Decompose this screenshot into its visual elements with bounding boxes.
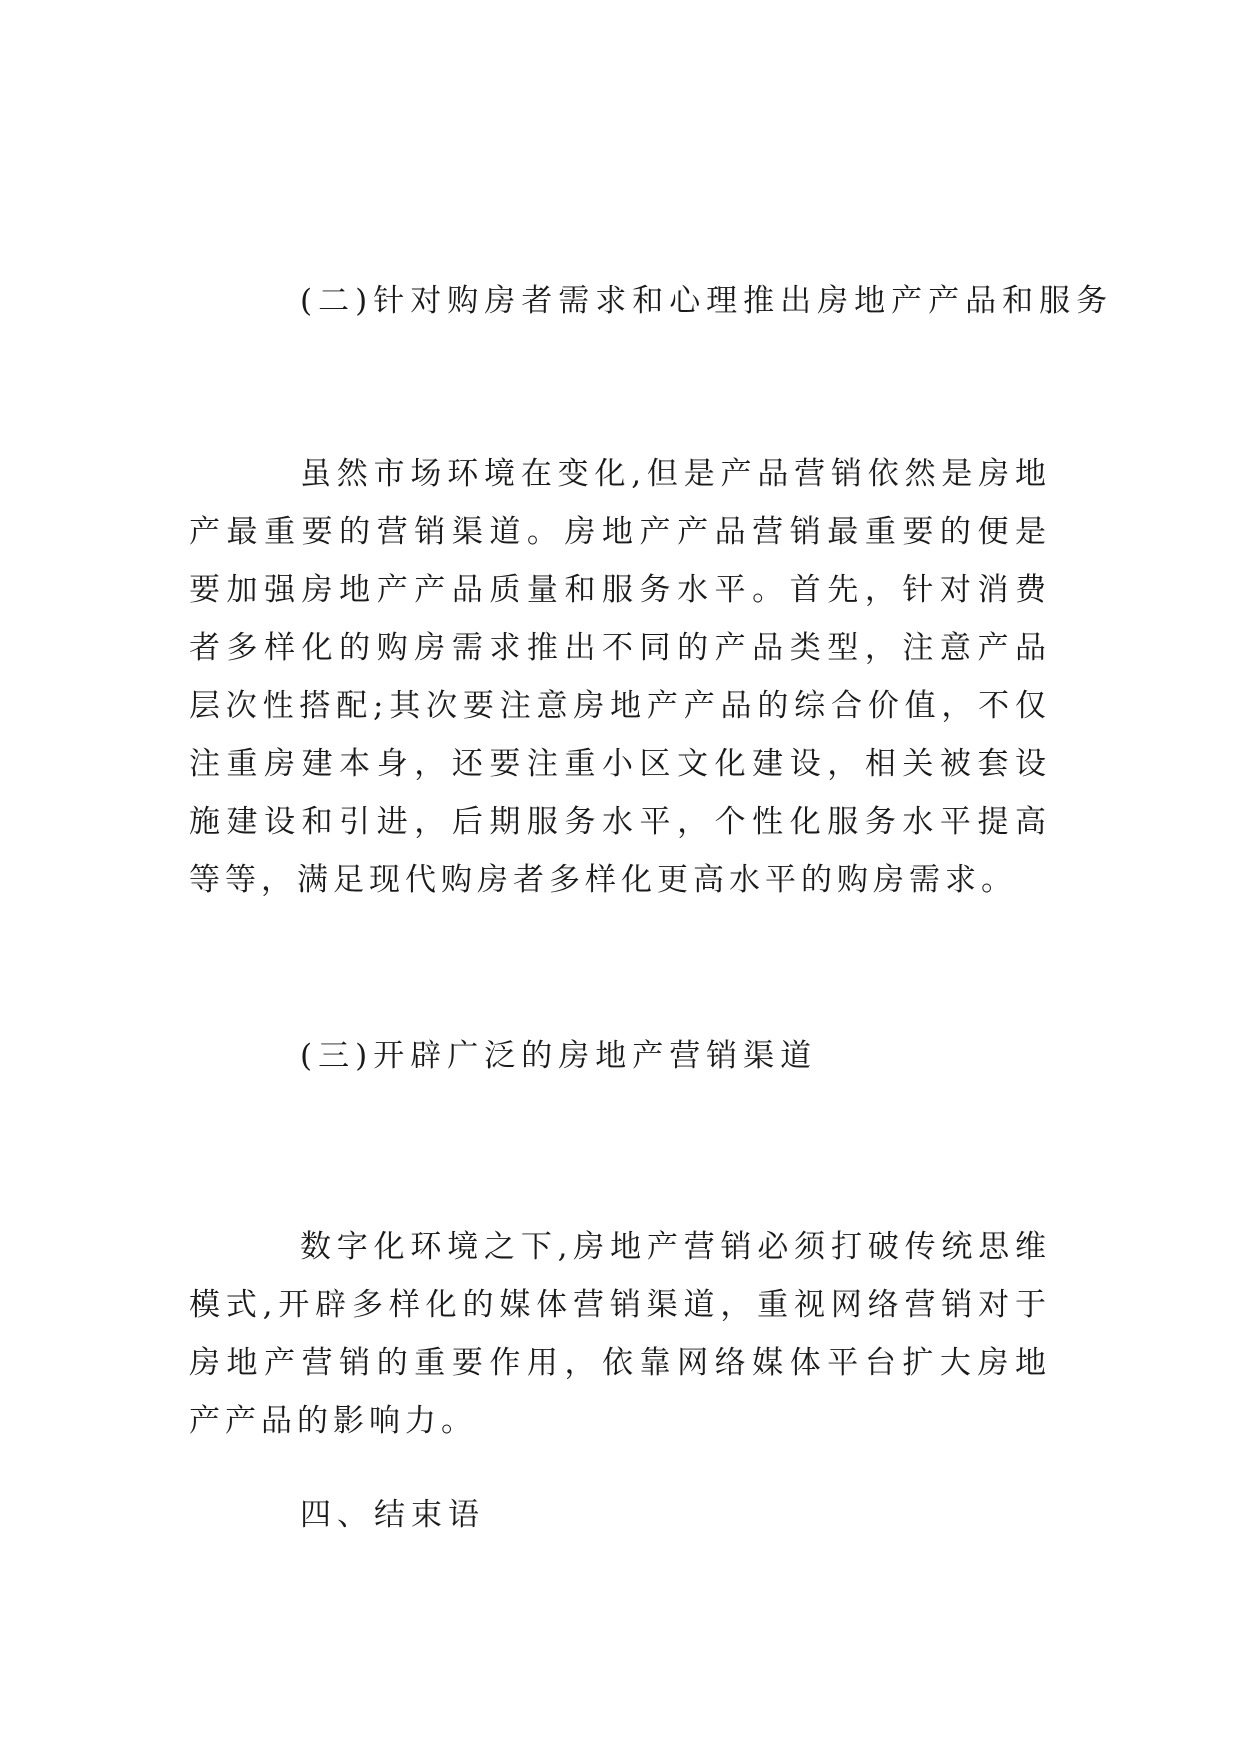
section-heading-3: (三)开辟广泛的房地产营销渠道: [300, 1038, 818, 1074]
section-heading-conclusion: 四、结束语: [300, 1497, 485, 1533]
body-paragraph-channels: 数字化环境之下,房地产营销必须打破传统思维模式,开辟多样化的媒体营销渠道，重视网络营销对于房地产营销的重要作用，依靠网络媒体平台扩大房地产产品的影响力。: [189, 1229, 1051, 1439]
section-heading-2: (二)针对购房者需求和心理推出房地产产品和服务: [300, 283, 1114, 319]
body-paragraph-product-marketing: 虽然市场环境在变化,但是产品营销依然是房地产最重要的营销渠道。房地产产品营销最重要的便是要加强房地产产品质量和服务水平。首先，针对消费者多样化的购房需求推出不同的产品类型，注意产品层次性搭配;其次要注意房地产产品的综合价值，不仅注重房建本身，还要注重小区文化建设，相关被套设施建设和引进，后期服务水平，个性化服务水平提高等等，满足现代购房者多样化更高水平的购房需求。: [189, 456, 1051, 898]
